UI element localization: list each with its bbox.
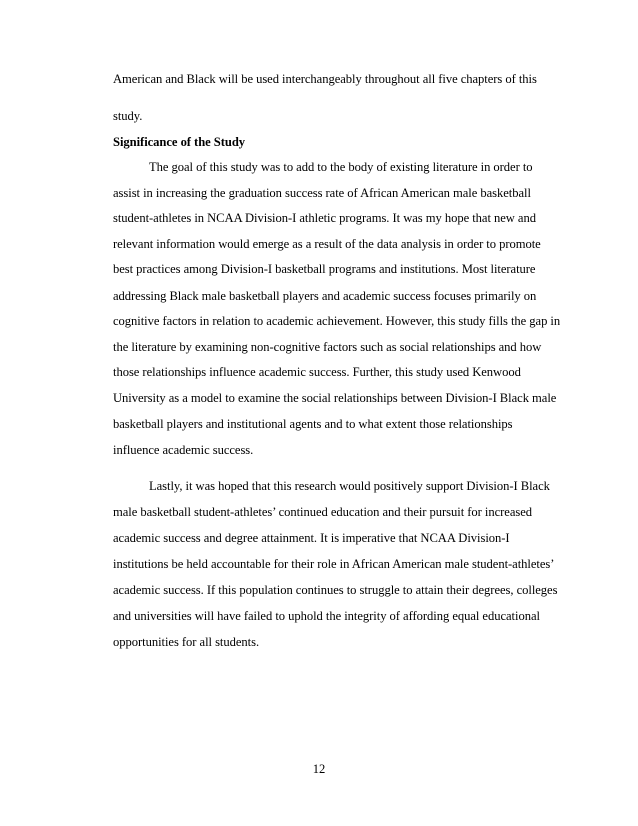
page-number: 12 [312, 762, 326, 776]
body-line: basketball players and institutional agents and to what extent those relationships [113, 417, 513, 431]
body-line: academic success. If this population continues to struggle to attain their degrees, colleges [113, 583, 558, 597]
body-line: institutions be held accountable for their role in African American male student-athletes’ [113, 557, 555, 571]
body-line: student-athletes in NCAA Division-I athletic programs. It was my hope that new and [113, 211, 536, 225]
paragraph-first-line: Lastly, it was hoped that this research would positively support Division-I Black [149, 479, 550, 493]
body-line: study. [113, 109, 143, 123]
body-line: University as a model to examine the social relationships between Division-I Black male [113, 391, 557, 405]
body-line: academic success and degree attainment. It is imperative that NCAA Division-I [113, 531, 510, 545]
body-line: male basketball student-athletes’ continued education and their pursuit for increased [113, 505, 533, 519]
body-line: and universities will have failed to uphold the integrity of affording equal educational [113, 609, 540, 623]
body-line: relevant information would emerge as a result of the data analysis in order to promote [113, 237, 541, 251]
body-line: addressing Black male basketball players and academic success focuses primarily on [113, 289, 537, 303]
body-line: American and Black will be used interchangeably throughout all five chapters of this [113, 72, 537, 86]
body-line: assist in increasing the graduation success rate of African American male basketball [113, 186, 531, 200]
body-line: cognitive factors in relation to academic achievement. However, this study fills the gap in [113, 314, 561, 328]
section-heading: Significance of the Study [113, 135, 246, 149]
body-line: the literature by examining non-cognitive factors such as social relationships and how [113, 340, 542, 354]
body-line: best practices among Division-I basketball programs and institutions. Most literature [113, 262, 536, 276]
body-line: opportunities for all students. [113, 635, 260, 649]
body-line: influence academic success. [113, 443, 254, 457]
paragraph-first-line: The goal of this study was to add to the body of existing literature in order to [149, 160, 533, 174]
body-line: those relationships influence academic success. Further, this study used Kenwood [113, 365, 521, 379]
